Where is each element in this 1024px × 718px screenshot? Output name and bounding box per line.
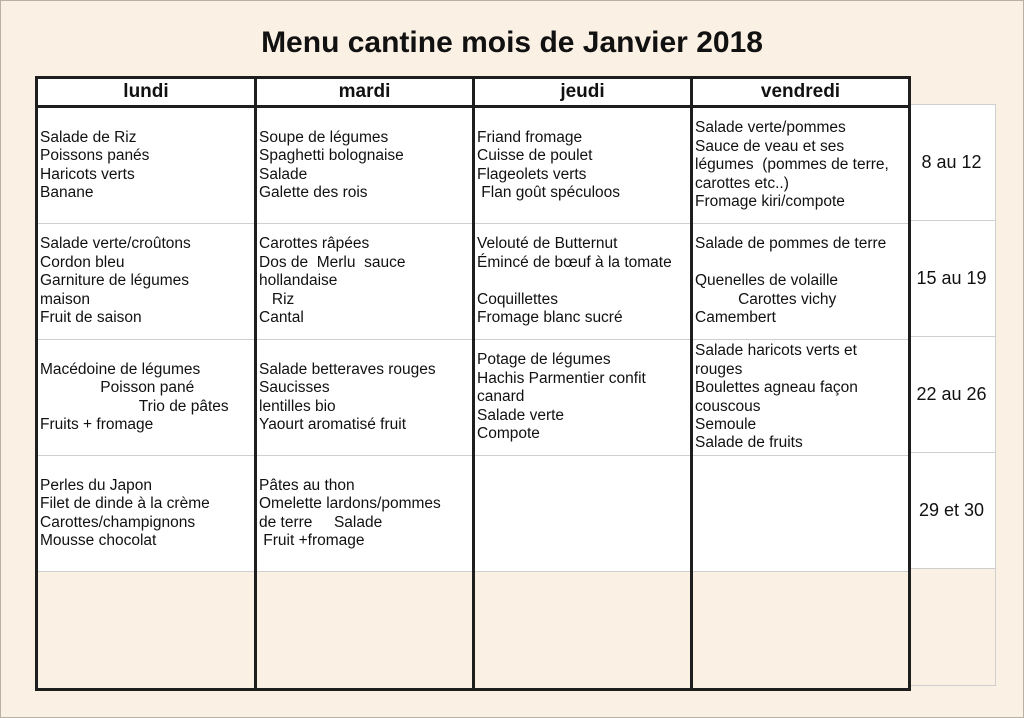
menu-item: Saucisses	[259, 379, 330, 397]
menu-item: Fruit de saison	[40, 309, 142, 327]
column-divider	[472, 79, 475, 688]
menu-item: Salade	[259, 165, 308, 183]
menu-cell-lundi-week-2	[38, 224, 254, 339]
menu-item: Salade verte/pommes	[695, 119, 846, 137]
menu-item: Poissons panés	[40, 147, 150, 165]
menu-item: Salade betteraves rouges	[259, 360, 436, 378]
menu-cell-jeudi-week-2	[475, 224, 690, 339]
menu-table	[35, 76, 911, 691]
menu-item: couscous	[695, 397, 761, 415]
menu-item: Quenelles de volaille	[695, 272, 839, 290]
day-header-jeudi: jeudi	[475, 79, 690, 105]
menu-cell-vendredi-week-1	[693, 108, 908, 223]
menu-item: Mousse chocolat	[40, 531, 157, 549]
menu-cell-mardi-week-4	[257, 456, 472, 571]
page-title: Menu cantine mois de Janvier 2018	[261, 26, 763, 59]
menu-item: Trio de pâtes	[40, 397, 229, 415]
menu-item: Fruit +fromage	[259, 531, 365, 549]
menu-item	[477, 272, 688, 290]
menu-item: Poisson pané	[40, 379, 195, 397]
week-empty-cell	[908, 569, 996, 686]
menu-item: Carottes râpées	[259, 235, 370, 253]
menu-item: Omelette lardons/pommes	[259, 495, 441, 513]
menu-item: Carottes vichy	[695, 290, 837, 308]
menu-item: Pâtes au thon	[259, 476, 355, 494]
menu-item: Boulettes agneau façon	[695, 379, 858, 397]
week-label: 22 au 26	[908, 337, 996, 453]
menu-item: de terre Salade	[259, 513, 383, 531]
menu-item: Salade de Riz	[40, 128, 137, 146]
day-header-mardi: mardi	[257, 79, 472, 105]
menu-item: Salade haricots verts et	[695, 342, 857, 360]
menu-item: Yaourt aromatisé fruit	[259, 415, 407, 433]
menu-cell-jeudi-week-4	[475, 456, 690, 571]
menu-item: Riz	[259, 290, 295, 308]
menu-item: Salade verte	[477, 406, 565, 424]
menu-cell-mardi-week-1	[257, 108, 472, 223]
day-header-vendredi: vendredi	[693, 79, 908, 105]
menu-cell-lundi-week-1	[38, 108, 254, 223]
menu-item: Galette des rois	[259, 183, 368, 201]
column-divider	[254, 79, 257, 688]
menu-item: légumes (pommes de terre,	[695, 156, 889, 174]
menu-cell-jeudi-week-3	[475, 340, 690, 455]
menu-item: canard	[477, 388, 525, 406]
menu-item: Dos de Merlu sauce	[259, 253, 406, 271]
menu-item: Coquillettes	[477, 290, 558, 308]
menu-item: Cordon bleu	[40, 253, 125, 271]
menu-item: Cantal	[259, 309, 304, 327]
menu-item	[695, 254, 906, 272]
menu-item: Soupe de légumes	[259, 128, 389, 146]
menu-cell-mardi-week-3	[257, 340, 472, 455]
menu-item: rouges	[695, 360, 743, 378]
menu-item: carottes etc..)	[695, 174, 789, 192]
menu-item: Camembert	[695, 309, 776, 327]
menu-cell-lundi-week-3	[38, 340, 254, 455]
menu-item: Potage de légumes	[477, 351, 611, 369]
menu-item: Velouté de Butternut	[477, 235, 618, 253]
menu-cell-vendredi-week-3	[693, 340, 908, 455]
menu-item: Filet de dinde à la crème	[40, 495, 210, 513]
menu-item: Macédoine de légumes	[40, 360, 201, 378]
week-column	[908, 104, 996, 686]
menu-item: Banane	[40, 183, 94, 201]
menu-item: Semoule	[695, 415, 757, 433]
menu-item: Cuisse de poulet	[477, 147, 593, 165]
menu-item: maison	[40, 290, 90, 308]
menu-item: Perles du Japon	[40, 476, 153, 494]
menu-item: Flageolets verts	[477, 165, 587, 183]
menu-item: Salade verte/croûtons	[40, 235, 191, 253]
menu-item: Salade de fruits	[695, 434, 803, 452]
menu-item: Haricots verts	[40, 165, 135, 183]
menu-item: Sauce de veau et ses	[695, 137, 845, 155]
menu-item: Spaghetti bolognaise	[259, 147, 404, 165]
menu-item: Hachis Parmentier confit	[477, 369, 646, 387]
menu-cell-lundi-week-4	[38, 456, 254, 571]
menu-item: Fromage kiri/compote	[695, 193, 845, 211]
menu-cell-jeudi-week-1	[475, 108, 690, 223]
menu-item: Carottes/champignons	[40, 513, 196, 531]
day-header-lundi: lundi	[38, 79, 254, 105]
menu-cell-vendredi-week-4	[693, 456, 908, 571]
menu-item: Friand fromage	[477, 128, 583, 146]
menu-item: Émincé de bœuf à la tomate	[477, 253, 672, 271]
week-label: 15 au 19	[908, 221, 996, 337]
menu-item: Fruits + fromage	[40, 415, 154, 433]
menu-item: Salade de pommes de terre	[695, 235, 887, 253]
menu-cell-mardi-week-2	[257, 224, 472, 339]
menu-cell-vendredi-week-2	[693, 224, 908, 339]
menu-item: hollandaise	[259, 272, 338, 290]
menu-item: Garniture de légumes	[40, 272, 190, 290]
menu-item: Flan goût spéculoos	[477, 183, 621, 201]
week-label: 8 au 12	[908, 104, 996, 221]
column-divider	[690, 79, 693, 688]
week-label: 29 et 30	[908, 453, 996, 569]
menu-item: lentilles bio	[259, 397, 336, 415]
menu-item: Fromage blanc sucré	[477, 309, 623, 327]
menu-item: Compote	[477, 425, 540, 443]
